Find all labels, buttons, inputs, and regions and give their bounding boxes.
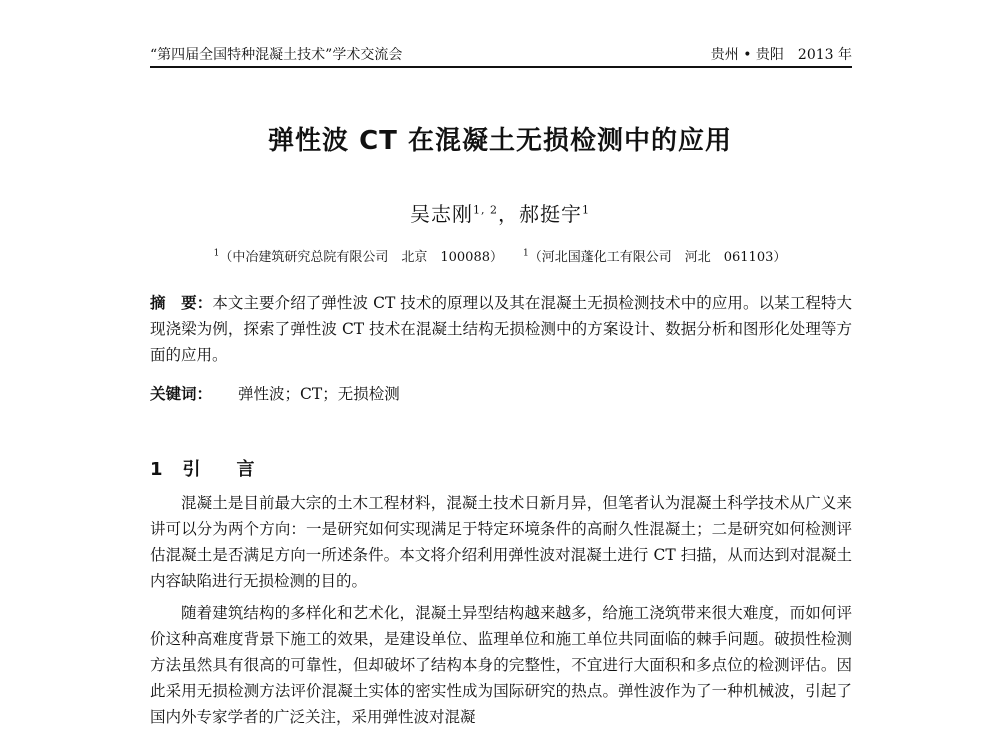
- affiliation: （河北国蓬化工有限公司 河北 061103）: [528, 250, 787, 265]
- paper-title: 弹性波 CT 在混凝土无损检测中的应用: [268, 126, 732, 156]
- section-number: 1: [150, 459, 163, 480]
- section-title: 引 言: [182, 459, 255, 480]
- author-name: 郝挺宇: [519, 202, 582, 226]
- running-header: [150, 40, 852, 68]
- conference-name: “第四届全国特种混凝土技术”学术交流会: [150, 47, 403, 63]
- paragraph: 混凝土是目前最大宗的土木工程材料，混凝土技术日新月异，但笔者认为混凝土科学技术从广义来讲可以分为两个方向：一是研究如何实现满足于特定环境条件的高耐久性混凝土；二是研究如何检测评估混凝土是否满足方向一所述条件。本文将介绍利用弹性波对混凝土进行 CT 扫描，从而达到对混凝土内容缺陷进行无损检测的目的。: [150, 494, 852, 590]
- author-line: [0, 198, 1000, 227]
- keywords-label: 关键词：: [150, 385, 213, 403]
- keywords: [150, 382, 852, 404]
- author-separator: ，: [498, 202, 519, 226]
- affiliation: （中冶建筑研究总院有限公司 北京 100088）: [219, 250, 503, 265]
- affiliation-mark: 1: [213, 248, 220, 259]
- author-name: 吴志刚: [410, 202, 473, 226]
- paragraph: 随着建筑结构的多样化和艺术化，混凝土异型结构越来越多，给施工浇筑带来很大难度，而如何评价这种高难度背景下施工的效果，是建设单位、监理单位和施工单位共同面临的棘手问题。破损性检测方法虽然具有很高的可靠性，但却破坏了结构本身的完整性，不宜进行大面积和多点位的检测评估。因此采用无损检测方法评价混凝土实体的密实性成为国际研究的热点。弹性波作为了一种机械波，引起了国内外专家学者的广泛关注，采用弹性波对混凝: [150, 604, 852, 726]
- author-affiliation-mark: 1: [582, 203, 590, 217]
- abstract-label: 摘 要：: [150, 294, 213, 312]
- location-year: 贵州 • 贵阳 2013 年: [710, 47, 852, 63]
- affiliation-mark: 1: [523, 248, 529, 259]
- section-heading: [150, 455, 255, 481]
- body-text: [150, 490, 852, 736]
- keywords-text: 弹性波；CT；无损检测: [238, 385, 400, 403]
- affiliation-line: [0, 246, 1000, 265]
- abstract: [150, 290, 852, 368]
- author-affiliation-mark: 1, 2: [473, 203, 498, 217]
- abstract-text: 本文主要介绍了弹性波 CT 技术的原理以及其在混凝土无损检测技术中的应用。以某工程特大现浇梁为例，探索了弹性波 CT 技术在混凝土结构无损检测中的方案设计、数据分析和图形化处理等方面的应用。: [150, 294, 852, 364]
